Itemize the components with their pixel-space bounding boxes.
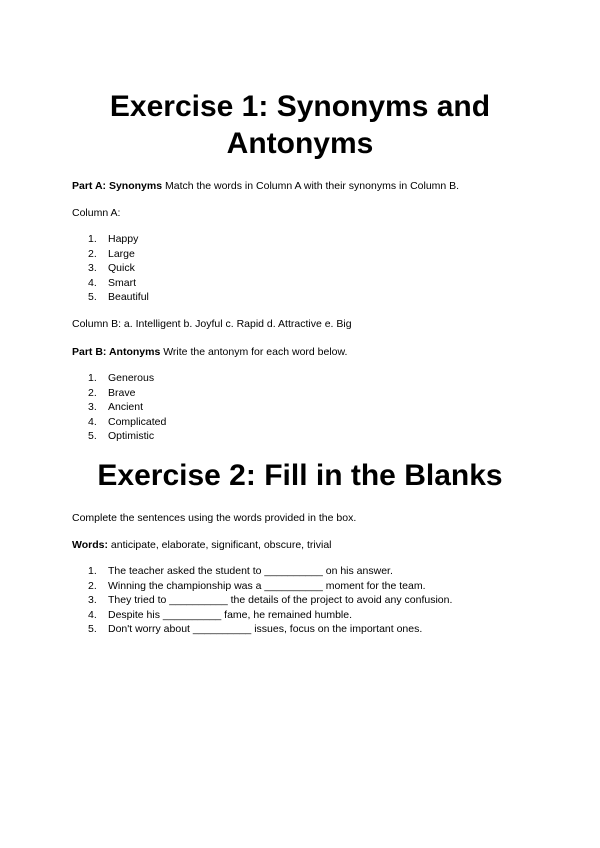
list-item: 4. Smart <box>88 276 137 289</box>
exercise-1-title: Exercise 1: Synonyms and Antonyms <box>109 90 491 160</box>
words-label: Words: <box>72 539 108 551</box>
list-item: 1. Happy <box>88 233 139 245</box>
list-item: 3. Ancient <box>88 401 144 414</box>
list-item: 2. Brave <box>88 386 136 399</box>
words-list: anticipate, elaborate, significant, obscure, trivial <box>107 539 332 551</box>
part-a-label: Part A: Synonyms <box>72 180 163 192</box>
list-item: 1. The teacher asked the student to __________ on his answer. <box>88 565 393 577</box>
column-b-text: Column B: a. Intelligent b. Joyful c. Rapid d. Attractive e. Big <box>72 318 352 330</box>
list-item: 4. Complicated <box>88 415 167 428</box>
column-a-label: Column A: <box>72 207 121 219</box>
words-box <box>72 538 332 552</box>
part-a-instruction: Match the words in Column A with their synonyms in Column B. <box>162 180 460 192</box>
part-b-list <box>72 371 166 444</box>
column-a-list <box>72 232 149 305</box>
list-item: 5. Don't worry about __________ issues, focus on the important ones. <box>88 623 423 636</box>
exercise-2-instruction: Complete the sentences using the words provided in the box. <box>72 512 357 524</box>
part-b-heading <box>72 345 347 359</box>
list-item: 5. Beautiful <box>88 291 149 304</box>
list-item: 2. Winning the championship was a __________ moment for the team. <box>88 579 426 592</box>
list-item: 3. Quick <box>88 262 135 275</box>
part-b-instruction: Write the antonym for each word below. <box>160 346 348 358</box>
list-item: 2. Large <box>88 247 135 260</box>
list-item: 5. Optimistic <box>88 430 155 443</box>
exercise-2-title: Exercise 2: Fill in the Blanks <box>97 459 503 492</box>
list-item: 1. Generous <box>88 372 155 384</box>
part-a-heading <box>72 179 459 193</box>
part-b-label: Part B: Antonyms <box>72 346 161 358</box>
list-item: 4. Despite his __________ fame, he remained humble. <box>88 608 352 621</box>
fill-in-sentences-list <box>72 564 452 637</box>
list-item: 3. They tried to __________ the details of the project to avoid any confusion. <box>88 594 453 607</box>
